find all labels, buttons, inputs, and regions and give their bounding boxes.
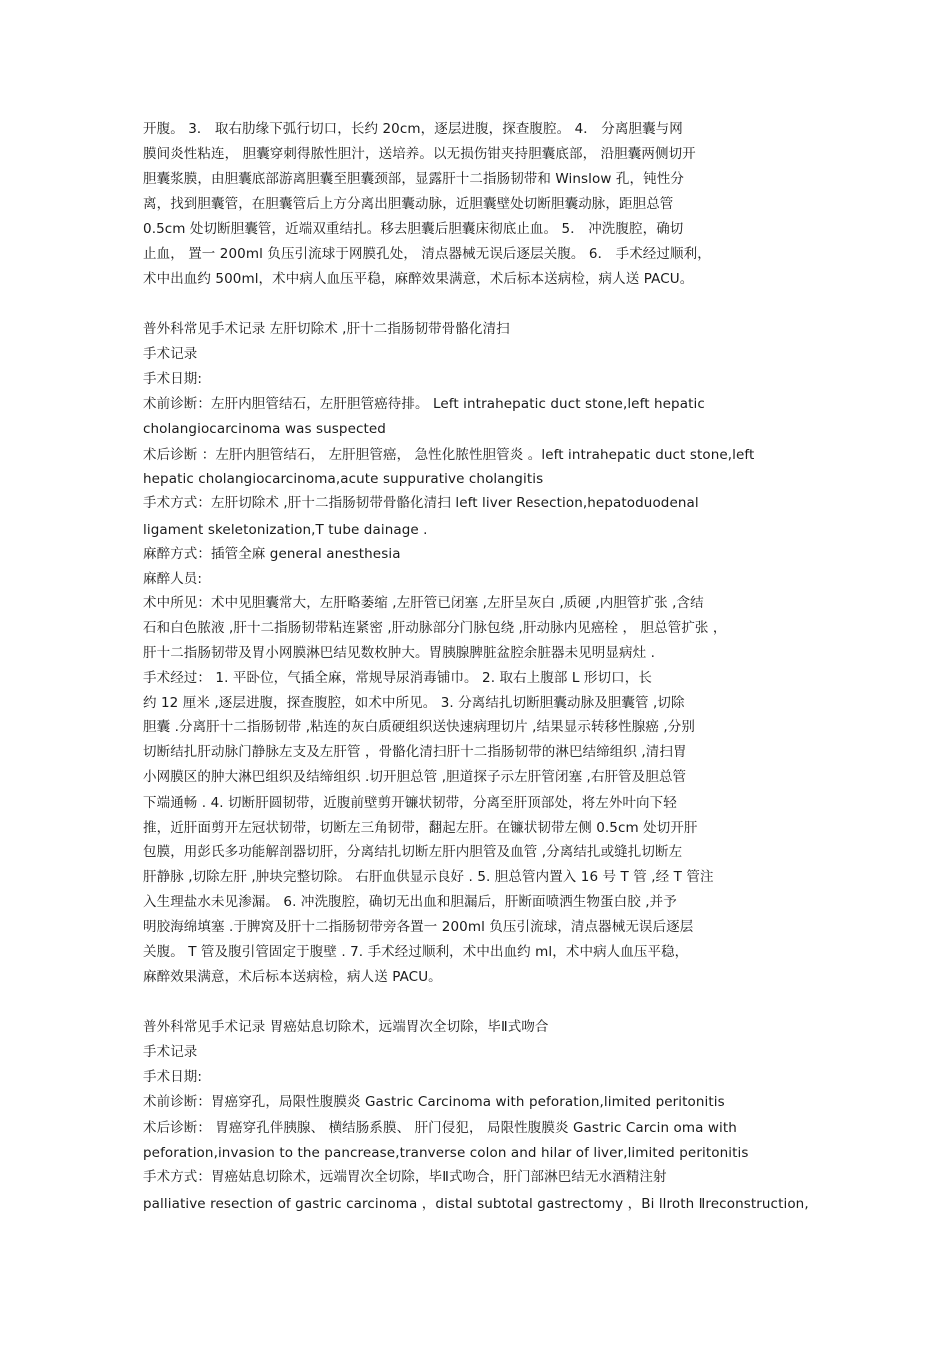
text-line: 术中所见：术中见胆囊常大，左肝略萎缩 ,左肝管已闭塞 ,左肝呈灰白 ,质硬 ,内胆管扩张 ,含结 — [143, 595, 704, 611]
text-line: 麻醉方式：插管全麻 general anesthesia — [143, 546, 401, 562]
text-line: peforation,invasion to the pancrease,tranverse colon and hilar of liver,limited peritonitis — [143, 1145, 749, 1161]
text-line: 肝静脉 ,切除左肝 ,肿块完整切除。 右肝血供显示良好 . 5. 胆总管内置入 16 号 T 管 ,经 T 管注 — [143, 869, 714, 885]
text-line: 手术记录 — [143, 346, 198, 362]
text-line: 开腹。 3． 取右肋缘下弧行切口，长约 20cm，逐层进腹，探查腹腔。 4． 分离胆囊与网 — [143, 121, 683, 137]
text-line: 膜间炎性粘连， 胆囊穿刺得脓性胆汁，送培养。以无损伤钳夹持胆囊底部， 沿胆囊两侧切开 — [143, 146, 696, 162]
text-line: 明胶海绵填塞 .于脾窝及肝十二指肠韧带旁各置一 200ml 负压引流球，清点器械无误后逐层 — [143, 919, 694, 935]
text-line: 胆囊 .分离肝十二指肠韧带 ,粘连的灰白质硬组织送快速病理切片 ,结果显示转移性腺癌 ,分别 — [143, 719, 695, 735]
text-line: hepatic cholangiocarcinoma,acute suppurative cholangitis — [143, 471, 544, 487]
text-line: 手术经过： 1. 平卧位，气插全麻，常规导尿消毒铺巾。 2. 取右上腹部 L 形切口，长 — [143, 670, 652, 686]
text-line: 包膜，用彭氏多功能解剖器切肝，分离结扎切断左肝内胆管及血管 ,分离结扎或缝扎切断左 — [143, 844, 683, 860]
text-line: 术后诊断 ：左肝内胆管结石， 左肝胆管癌， 急性化脓性胆管炎 。left intrahepatic duct stone,left — [143, 447, 755, 463]
text-line: cholangiocarcinoma was suspected — [143, 421, 386, 437]
text-line: 下端通畅 . 4. 切断肝圆韧带，近腹前壁剪开镰状韧带，分离至肝顶部处，将左外叶向下轻 — [143, 795, 677, 811]
text-line: 止血， 置一 200ml 负压引流球于网膜孔处， 清点器械无误后逐层关腹。 6． 手术经过顺利， — [143, 246, 711, 262]
text-line: ligament skeletonization,T tube dainage . — [143, 522, 428, 538]
text-line: palliative resection of gastric carcinoma ，distal subtotal gastrectomy ，Bi llroth Ⅱreconstruction, — [143, 1196, 809, 1212]
text-line: 麻醉人员: — [143, 571, 203, 587]
text-line: 离，找到胆囊管，在胆囊管后上方分离出胆囊动脉，近胆囊壁处切断胆囊动脉，距胆总管 — [143, 196, 674, 212]
text-line: 手术日期: — [143, 371, 203, 387]
text-line: 手术方式：胃癌姑息切除术，远端胃次全切除，毕Ⅱ式吻合，肝门部淋巴结无水酒精注射 — [143, 1169, 667, 1185]
section-title: 普外科常见手术记录 胃癌姑息切除术，远端胃次全切除，毕Ⅱ式吻合 — [143, 1019, 549, 1035]
text-line: 肝十二指肠韧带及胃小网膜淋巴结见数枚肿大。胃胰腺脾脏盆腔余脏器未见明显病灶 . — [143, 645, 655, 661]
text-line: 手术日期: — [143, 1069, 203, 1085]
text-line: 术后诊断： 胃癌穿孔伴胰腺、 横结肠系膜、 肝门侵犯， 局限性腹膜炎 Gastric Carcin oma with — [143, 1120, 737, 1136]
text-line: 小网膜区的肿大淋巴组织及结缔组织 .切开胆总管 ,胆道探子示左肝管闭塞 ,右肝管及胆总管 — [143, 769, 687, 785]
text-line: 约 12 厘米 ,逐层进腹，探查腹腔，如术中所见。 3. 分离结扎切断胆囊动脉及胆囊管 ,切除 — [143, 695, 685, 711]
text-line: 麻醉效果满意，术后标本送病检，病人送 PACU。 — [143, 969, 442, 985]
text-line: 手术记录 — [143, 1044, 198, 1060]
section-title: 普外科常见手术记录 左肝切除术 ,肝十二指肠韧带骨骼化清扫 — [143, 321, 510, 337]
text-line: 术前诊断：左肝内胆管结石，左肝胆管癌待排。 Left intrahepatic duct stone,left hepatic — [143, 396, 705, 412]
text-line: 胆囊浆膜，由胆囊底部游离胆囊至胆囊颈部，显露肝十二指肠韧带和 Winslow 孔，钝性分 — [143, 171, 684, 187]
text-line: 0.5cm 处切断胆囊管，近端双重结扎。移去胆囊后胆囊床彻底止血。 5． 冲洗腹腔，确切 — [143, 221, 684, 237]
text-line: 手术方式：左肝切除术 ,肝十二指肠韧带骨骼化清扫 left liver Resection,hepatoduodenal — [143, 495, 699, 511]
text-line: 入生理盐水未见渗漏。 6. 冲洗腹腔，确切无出血和胆漏后，肝断面喷洒生物蛋白胶 ,并予 — [143, 894, 677, 910]
text-line: 切断结扎肝动脉门静脉左支及左肝管 ，骨骼化清扫肝十二指肠韧带的淋巴结缔组织 ,清扫胃 — [143, 744, 687, 760]
text-line: 关腹。 T 管及腹引管固定于腹壁 . 7. 手术经过顺利，术中出血约 ml，术中病人血压平稳， — [143, 944, 689, 960]
text-line: 术中出血约 500ml，术中病人血压平稳，麻醉效果满意，术后标本送病检，病人送 PACU。 — [143, 271, 694, 287]
text-line: 石和白色脓液 ,肝十二指肠韧带粘连紧密 ,肝动脉部分门脉包绕 ,肝动脉内见癌栓 ， 胆总管扩张 ， — [143, 620, 727, 636]
text-line: 术前诊断：胃癌穿孔，局限性腹膜炎 Gastric Carcinoma with peforation,limited peritonitis — [143, 1094, 725, 1110]
text-line: 推，近肝面剪开左冠状韧带，切断左三角韧带，翻起左肝。在镰状韧带左侧 0.5cm 处切开肝 — [143, 820, 698, 836]
